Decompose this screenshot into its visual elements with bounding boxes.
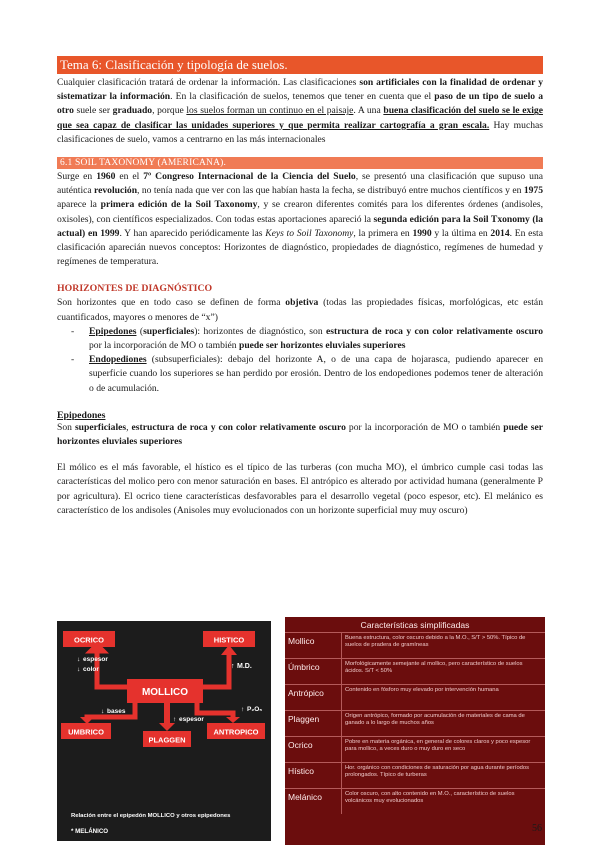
md-label: M.D. [237,663,252,670]
text: en el [115,171,144,183]
term-text: Epipedones [89,325,137,337]
table-row [285,659,545,685]
text: ( [136,325,144,337]
text: Surge en [57,171,97,183]
epipedones-heading: Epipedones [57,409,106,421]
horizontes-heading: HORIZONTES DE DIAGNÓSTICO [57,283,213,295]
text: por la incorporación de MO o también [345,421,504,433]
epipedones-description: El mólico es el más favorable, el hístico es el típico de las turberas (con mucha MO), el úmbrico cumple casi todas las características del molico pero con menor saturación en bases. El antrópico es alterado por actividad humana (generalmente P por agricultura). El ocrico tiene características desfavorables para el desarrollo vegetal (poco espesor, etc). El melánico es característico de los andisoles (Anisoles muy evolucionados con un horizonte superficial muy muy oscuro) [57,462,543,516]
bold-text: superficiales [74,421,127,433]
bases-label: bases [107,708,126,715]
list-dash: - [71,354,75,366]
text: , porque [152,105,187,117]
color-label: color [83,666,99,673]
down-arrow-bases: ↓ [101,708,105,715]
histico-label: HISTICO [213,635,245,645]
text: . Y han aparecido periódicamente las [119,227,266,239]
row-name: Antrópico [285,685,342,710]
row-name: Plaggen [285,711,342,736]
diagram-caption: Relación entre el epipedón MOLLICO y otros epipedones [71,813,231,819]
text: y la última en [431,227,491,239]
horizontes-list [57,325,543,396]
horizontes-paragraph [57,296,543,324]
text: , se presentó una clasificación que supuso una auténtica [57,171,543,197]
bold-text: segunda edición para la Soil Txonomy (la actual) en 1999 [57,213,544,239]
p2o5-label: P₂O₅ [247,706,263,713]
mollico-label: MOLLICO [141,687,189,698]
term-text: Endopediones [89,354,147,366]
table-row [285,789,545,814]
list-item [71,325,544,353]
characteristics-table [285,617,545,845]
row-name: Hístico [285,763,342,788]
text: Son horizontes que en todo caso se definen de forma [57,297,286,309]
spacer [57,449,543,461]
up-arrow-p2o5: ↑ [241,706,245,713]
text: Son [57,421,75,433]
antropico-label: ANTROPICO [213,727,259,737]
row-description: Pobre en materia orgánica, en general de colores claros y poco espesor para mollico, a veces duro o muy duro en seco [345,739,531,753]
row-description: Contenido en fósforo muy elevado por intervención humana [345,687,499,693]
text: . En esta clasificación aparecián nuevos conceptos: Horizontes de diagnóstico, propiedades de diagnóstico, regímenes de humedad y regímenes de temperatura. [57,227,543,268]
bold-text: estructura de roca y con color relativamente oscuro [131,421,346,433]
bold-text: estructura de roca y con color relativamente oscuro [326,325,544,337]
table-row [285,633,545,659]
text: Hay muchas clasificaciones de suelo, vamos a centrarno en las más internacionales [57,119,543,145]
up-arrow-md: ↑ [231,663,235,670]
bold-text: son artificiales con la finalidad de ordenar y sistematizar la información [57,77,543,103]
bold-text: revolución [94,185,138,197]
bold-text: superficiales [143,325,195,337]
ocrico-label: OCRICO [74,635,104,645]
melanico-note: * MELÁNICO [71,828,109,835]
table-header: Características simplificadas [285,617,545,633]
plaggen-label: PLAGGEN [148,735,186,745]
espesor-label-2: espesor [179,716,204,723]
row-name: Úmbrico [285,659,342,684]
row-description: Buena estructura, color oscuro debido a la M.O., S/T > 50%. Típico de suelos de pradera de gramíneas [345,635,526,649]
text: suele ser [73,105,113,117]
bold-underlined-text: buena clasificación del suelo se le exige que sea capaz de clasificar las unidades superiores y que permita realizar cartografía a gran escala. [57,105,543,131]
text: . En la clasificación de suelos, tenemos que tener en cuenta que el [170,91,435,103]
up-arrow-espesor: ↑ [173,716,177,723]
underlined-text: los suelos forman un continuo en el paisaje [186,105,354,117]
bold-text: 7º Congreso Internacional de la Ciencia del Suelo [143,171,356,183]
soil-taxonomy-paragraph [57,170,543,269]
text: , no tenía nada que ver con las que habían hasta la fecha, se distribuyó entre muchos científicos y en [137,185,524,197]
bold-text: 1990 [412,227,432,239]
table-row [285,763,545,789]
espesor-label-1: espesor [83,656,108,663]
text: , la primera en [353,227,413,239]
text: , y se crearon diferentes comités para los diferentes órdenes (andisoles, oxisoles), con científicos especializados. Con todas estas aportaciones apareció la [57,199,543,225]
row-description: Hor. orgánico con condiciones de saturación por agua durante períodos prolongados. Típico de turberas [345,765,530,779]
bold-text: puede ser horizontes eluviales superiores [239,340,406,352]
bold-text: 1960 [96,171,116,183]
text: (todas las propiedades físicas, morfológicas, etc están cuantificados, mayores o menores de “x”) [57,297,543,323]
bold-text: paso de un tipo de suelo a otro [57,91,544,117]
text: ): horizontes de diagnóstico, son [194,325,327,337]
epipedon-relation-diagram [57,621,271,841]
table-row [285,737,545,763]
text: por la incorporación de MO o también [89,340,239,352]
bold-text: 1975 [523,185,543,197]
page-number: 56 [532,823,542,834]
list-dash: - [71,325,75,337]
italic-text: Keys to Soil Taxonomy [265,227,354,239]
bold-text: puede ser horizontes eluviales superiores [57,421,544,448]
bold-text: primera edición de la Soil Taxonomy [100,199,258,211]
section-title: 6.1 SOIL TAXONOMY (AMERICANA). [57,157,543,169]
table-row [285,685,545,711]
diagram-svg [57,621,271,841]
bold-text: graduado [112,105,153,117]
intro-paragraph [57,76,543,147]
text: (subsuperficiales): debajo del horizonte A, o de una capa de hojarasca, pudiendo aparecer en superficie cuando los superiores se han perdido por erosión. Dentro de los endopediones podemos tener de alteración o de acumulación. [89,354,543,394]
page-title: Tema 6: Clasificación y tipología de suelos. [57,56,543,74]
row-name: Ocrico [285,737,342,762]
text: aparece la [57,199,101,211]
text: . A una [353,105,384,117]
row-description: Color oscuro, con alto contenido en M.O., característico de suelos volcánicos muy evolucionados [345,791,515,805]
text: Cualquier clasificación tratará de ordenar la información. Las clasificaciones [57,77,360,88]
row-description: Origen antrópico, formado por acumulación de materiales de cama de ganado a lo largo de muchos años [345,713,525,727]
document-page [57,56,543,518]
epipedones-paragraph [57,421,543,449]
row-name: Mollico [285,633,342,658]
row-description: Morfológicamente semejante al mollico, pero característico de suelos ácidos. S/T < 50% [345,661,523,675]
bold-text: objetiva [285,297,319,309]
umbrico-label: UMBRICO [68,727,104,737]
down-arrow-1: ↓ [77,656,81,663]
epipedones-figure [57,617,543,852]
bold-text: 2014 [490,227,510,239]
row-name: Melánico [285,789,342,814]
table-row [285,711,545,737]
text: , [126,421,132,433]
list-item [71,353,543,396]
down-arrow-2: ↓ [77,666,81,673]
